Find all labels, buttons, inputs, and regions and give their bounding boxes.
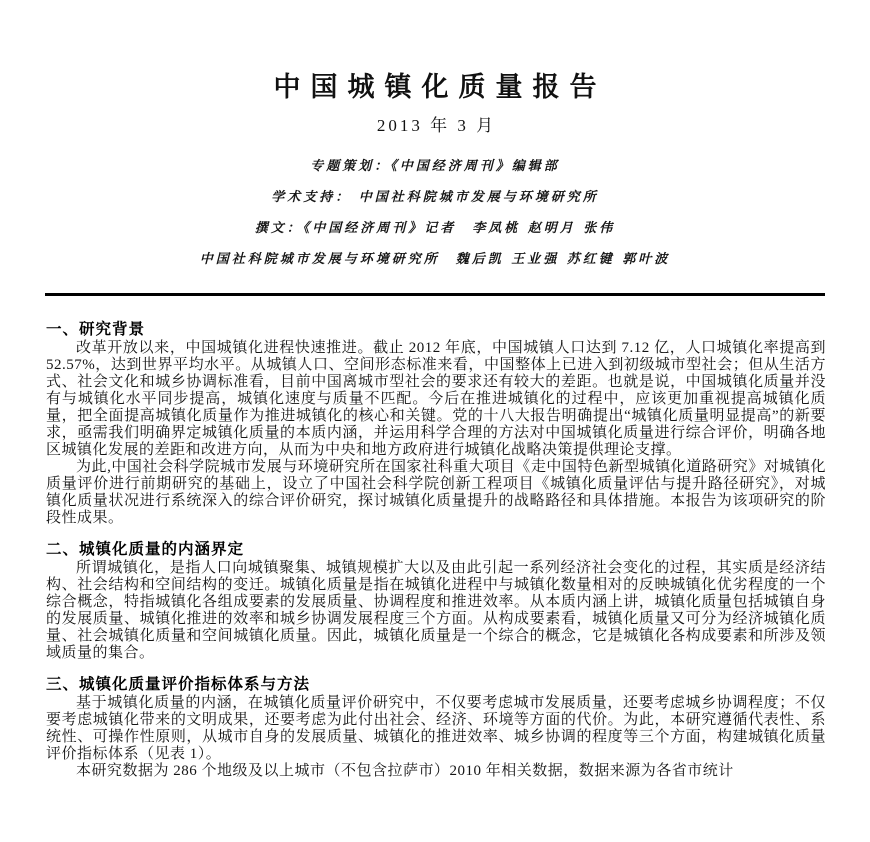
document-body bbox=[46, 321, 826, 780]
byline-authors: 撰文：《中国经济周刊》记者 李凤桃 赵明月 张伟 bbox=[254, 221, 616, 236]
section-3-paragraph-2: 本研究数据为 286 个地级及以上城市（不包含拉萨市）2010 年相关数据，数据来源为各省市统计 bbox=[76, 763, 734, 779]
byline-block bbox=[0, 159, 870, 267]
byline-planning: 专题策划：《中国经济周刊》编辑部 bbox=[310, 159, 560, 174]
header-divider bbox=[45, 293, 825, 296]
section-research-background bbox=[46, 321, 826, 527]
report-date: 2013 年 3 月 bbox=[376, 116, 497, 135]
page-title: 中国城镇化质量报告 bbox=[273, 72, 607, 102]
section-1-paragraph-2: 为此,中国社会科学院城市发展与环境研究所在国家社科重大项目《走中国特色新型城镇化道路研究》对城镇化质量评价进行前期研究的基础上，设立了中国社会科学院创新工程项目《城镇化质量评估与提升路径研究》，对城镇化质量状况进行系统深入的综合评价研究，探讨城镇化质量提升的战略路径和具体措施。本报告为该项研究的阶段性成果。 bbox=[46, 459, 826, 526]
section-2-paragraph-1: 所谓城镇化，是指人口向城镇聚集、城镇规模扩大以及由此引起一系列经济社会变化的过程，其实质是经济结构、社会结构和空间结构的变迁。城镇化质量是指在城镇化进程中与城镇化数量相对的反映城镇化优劣程度的一个综合概念，特指城镇化各组成要素的发展质量、协调程度和推进效率。从本质内涵上讲，城镇化质量包括城镇自身的发展质量、城镇化推进的效率和城乡协调发展程度三个方面。从构成要素看，城镇化质量又可分为经济城镇化质量、社会城镇化质量和空间城镇化质量。因此，城镇化质量是一个综合的概念，它是城镇化各构成要素和所涉及领域质量的集合。 bbox=[46, 560, 826, 661]
section-3-paragraph-1: 基于城镇化质量的内涵，在城镇化质量评价研究中，不仅要考虑城市发展质量，还要考虑城乡协调程度；不仅要考虑城镇化带来的文明成果，还要考虑为此付出社会、经济、环境等方面的代价。为此，本研究遵循代表性、系统性、可操作性原则，从城市自身的发展质量、城镇化的推进效率、城乡协调的程度等三个方面，构建城镇化质量评价指标体系（见表 1）。 bbox=[46, 695, 826, 762]
document-header bbox=[0, 70, 870, 267]
section-1-paragraph-1: 改革开放以来，中国城镇化进程快速推进。截止 2012 年底，中国城镇人口达到 7.12 亿，人口城镇化率提高到 52.57%，达到世界平均水平。从城镇人口、空间形态标准来看，中国整体上已进入到初级城市型社会；但从生活方式、社会文化和城乡协调标准看，目前中国离城市型社会的要求还有较大的差距。也就是说，中国城镇化质量并没有与城镇化水平同步提高，城镇化速度与质量不匹配。今后在推进城镇化的过程中，应该更加重视提高城镇化质量，把全面提高城镇化质量作为推进城镇化的核心和关键。党的十八大报告明确提出“城镇化质量明显提高”的新要求，亟需我们明确界定城镇化质量的本质内涵，并运用科学合理的方法对中国城镇化质量进行综合评价，明确各地区城镇化发展的差距和改进方向，从而为中央和地方政府进行城镇化战略决策提供理论支撑。 bbox=[46, 340, 826, 458]
section-quality-definition bbox=[46, 541, 826, 662]
section-heading-1: 一、研究背景 bbox=[46, 321, 146, 338]
byline-institute-authors: 中国社科院城市发展与环境研究所 魏后凯 王业强 苏红键 郭叶波 bbox=[199, 252, 671, 267]
section-heading-3: 三、城镇化质量评价指标体系与方法 bbox=[46, 676, 311, 693]
section-heading-2: 二、城镇化质量的内涵界定 bbox=[46, 541, 245, 558]
section-evaluation-method bbox=[46, 676, 826, 780]
byline-academic-support: 学术支持： 中国社科院城市发展与环境研究所 bbox=[271, 190, 599, 205]
